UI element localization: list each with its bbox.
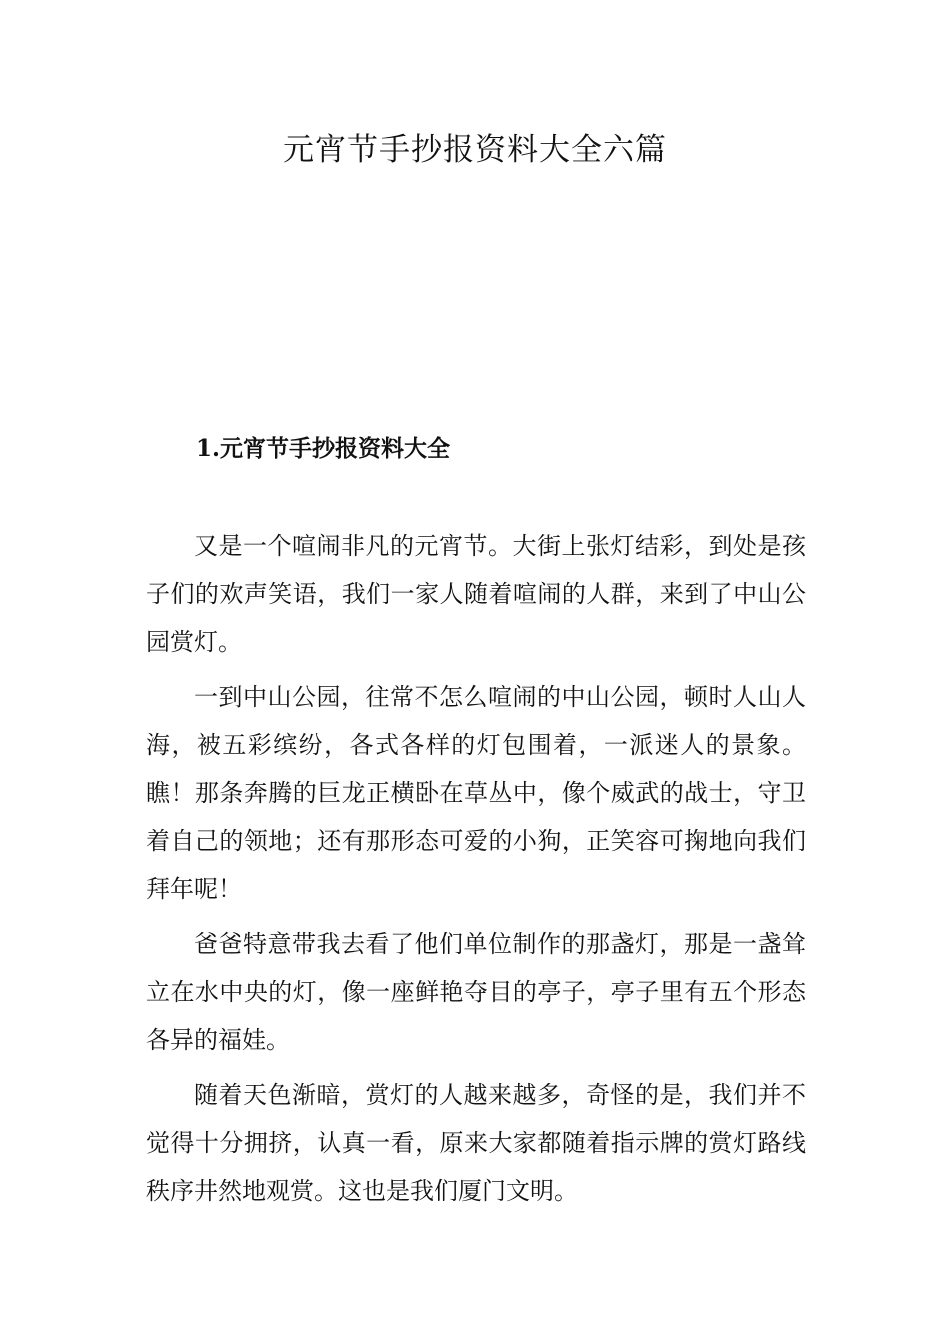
body-text — [146, 522, 806, 1222]
paragraph: 爸爸特意带我去看了他们单位制作的那盏灯，那是一盏耸立在水中央的灯，像一座鲜艳夺目的亭子，亭子里有五个形态各异的福娃。 — [146, 930, 806, 1054]
section-heading: 1.元宵节手抄报资料大全 — [196, 435, 451, 462]
paragraph: 一到中山公园，往常不怎么喧闹的中山公园，顿时人山人海，被五彩缤纷，各式各样的灯包围着，一派迷人的景象。瞧！那条奔腾的巨龙正横卧在草丛中，像个威武的战士，守卫着自己的领地；还有那形态可爱的小狗，正笑容可掬地向我们拜年呢！ — [146, 683, 806, 903]
paragraph: 又是一个喧闹非凡的元宵节。大街上张灯结彩，到处是孩子们的欢声笑语，我们一家人随着喧闹的人群，来到了中山公园赏灯。 — [146, 532, 806, 656]
paragraph: 随着天色渐暗，赏灯的人越来越多，奇怪的是，我们并不觉得十分拥挤，认真一看，原来大家都随着指示牌的赏灯路线秩序井然地观赏。这也是我们厦门文明。 — [146, 1081, 806, 1205]
page-title: 元宵节手抄报资料大全六篇 — [283, 132, 667, 168]
